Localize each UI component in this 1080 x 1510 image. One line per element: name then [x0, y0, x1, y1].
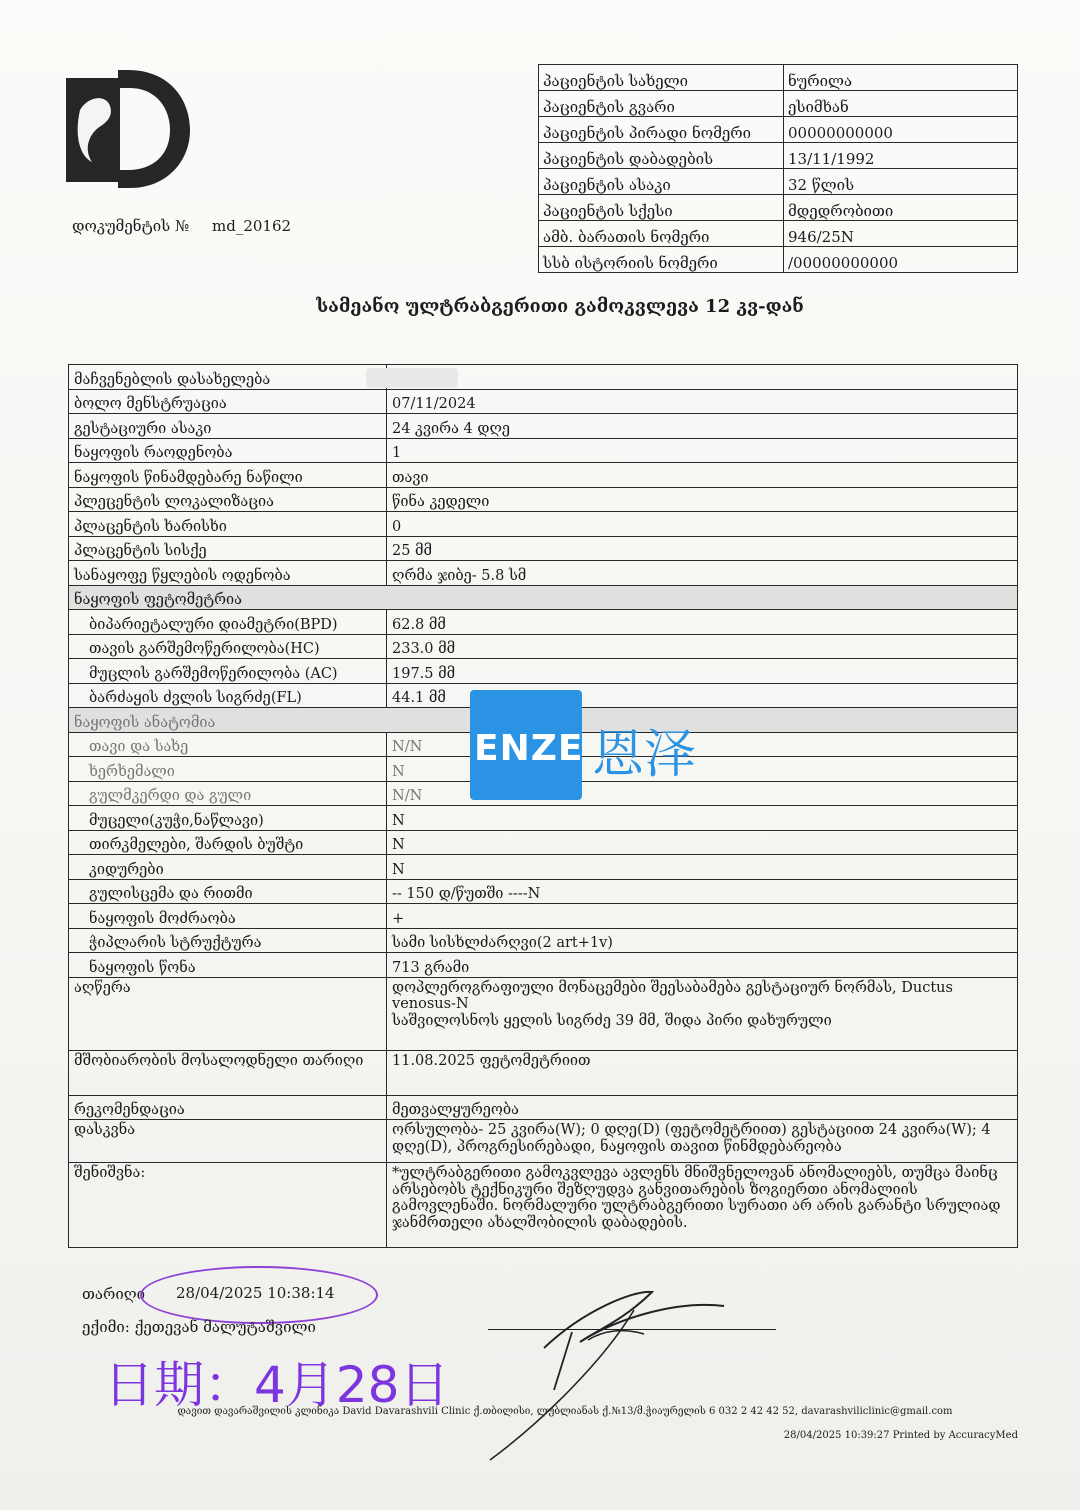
- measurement-value: თავი: [387, 463, 1018, 488]
- table-row: [69, 904, 1018, 929]
- patient-row: [539, 91, 1018, 117]
- measurement-value: 07/11/2024: [387, 389, 1018, 414]
- patient-label: პაციენტის გვარი: [539, 91, 784, 117]
- anatomy-label: კიდურები: [69, 855, 387, 880]
- measurement-value: ღრმა ჯიბე- 5.8 სმ: [387, 561, 1018, 586]
- table-row: [69, 512, 1018, 537]
- patient-value: 32 წლის: [784, 169, 1018, 195]
- table-row: [69, 928, 1018, 953]
- anatomy-value: -- 150 დ/წუთში ----N: [387, 879, 1018, 904]
- patient-label: სსბ ისტორიის ნომერი: [539, 247, 784, 273]
- measurement-value: 24 კვირა 4 დღე: [387, 414, 1018, 439]
- patient-value: ნურილა: [784, 65, 1018, 91]
- date-value: 28/04/2025 10:38:14: [176, 1284, 335, 1302]
- recommendation-value: მეთვალყურეობა: [387, 1095, 1018, 1120]
- table-row: [69, 830, 1018, 855]
- patient-label: ამბ. ბარათის ნომერი: [539, 221, 784, 247]
- note-label: შენიშვნა:: [69, 1163, 387, 1248]
- patient-value: 13/11/1992: [784, 143, 1018, 169]
- anatomy-label: მუცელი(კუჭი,ნაწლავი): [69, 806, 387, 831]
- conclusion-value: ორსულობა- 25 კვირა(W); 0 დღე(D) (ფეტომეტრიით) გესტაციით 24 კვირა(W); 4 დღე(D), პროგრესირებადი, ნაყოფის თავით წინმდებარეობა: [387, 1120, 1018, 1163]
- fetometry-label: მუცლის გარშემოწერილობა (AC): [69, 659, 387, 684]
- fetometry-label: თავის გარშემოწერილობა(HC): [69, 634, 387, 659]
- table-row: [69, 806, 1018, 831]
- patient-value: 00000000000: [784, 117, 1018, 143]
- description-value: [387, 977, 1018, 1050]
- note-value: *ულტრაბგერითი გამოკვლევა ავლენს მნიშვნელოვან ანომალიებს, თუმცა მაინც არსებობს ტექნიკური შეზღუდვა განვითარების ზოგიერთი ანომალიის გამოვლენაში. ნორმალური ულტრაბგერითი სურათი არ არის გარანტი სრულიად ჯანმრთელი ახალშობილის დაბადების.: [387, 1163, 1018, 1248]
- description-line-1: დოპლეროგრაფიული მონაცემები შეესაბამება გესტაციურ ნორმას, Ductus venosus-N: [392, 979, 953, 1013]
- anatomy-header: ნაყოფის ანატომია: [69, 708, 1018, 733]
- anatomy-label: ნაყოფის მოძრაობა: [69, 904, 387, 929]
- signature-icon: [484, 1270, 744, 1470]
- patient-label: პაციენტის სქესი: [539, 195, 784, 221]
- patient-value: ესიმხან: [784, 91, 1018, 117]
- patient-label: პაციენტის პირადი ნომერი: [539, 117, 784, 143]
- table-row: [69, 536, 1018, 561]
- doctor-name: ექიმი: ქეთევან მალუტაშვილი: [82, 1318, 316, 1336]
- patient-row: [539, 143, 1018, 169]
- description-row: [69, 977, 1018, 1050]
- measurement-label: ნაყოფის წინამდებარე ნაწილი: [69, 463, 387, 488]
- table-row: [69, 414, 1018, 439]
- indicator-name-value: [387, 365, 1018, 390]
- anatomy-label: გულისცემა და რითმი: [69, 879, 387, 904]
- fetometry-label: ბარძაყის ძვლის სიგრძე(FL): [69, 683, 387, 708]
- patient-row: [539, 221, 1018, 247]
- measurement-value: 1: [387, 438, 1018, 463]
- due-date-value: 11.08.2025 ფეტომეტრიით: [387, 1050, 1018, 1095]
- table-row: [69, 463, 1018, 488]
- measurement-label: სანაყოფე წყლების ოდენობა: [69, 561, 387, 586]
- patient-value: 946/25N: [784, 221, 1018, 247]
- date-annotation: 日期：4月28日: [104, 1356, 450, 1414]
- anatomy-label: ჭიპლარის სტრუქტურა: [69, 928, 387, 953]
- conclusion-row: [69, 1120, 1018, 1163]
- date-highlight-circle: [140, 1266, 378, 1324]
- table-row: [69, 659, 1018, 684]
- patient-value: მდედრობითი: [784, 195, 1018, 221]
- table-row: [69, 438, 1018, 463]
- fetometry-value: 62.8 მმ: [387, 610, 1018, 635]
- document-number: [72, 217, 291, 235]
- table-row: [69, 879, 1018, 904]
- fetometry-header: ნაყოფის ფეტომეტრია: [69, 585, 1018, 610]
- patient-row: [539, 247, 1018, 273]
- anatomy-label: გულმკერდი და გული: [69, 781, 387, 806]
- table-row: [69, 487, 1018, 512]
- anatomy-value: N: [387, 757, 1018, 782]
- anatomy-value: N: [387, 830, 1018, 855]
- anatomy-value: +: [387, 904, 1018, 929]
- measurement-label: გესტაციური ასაკი: [69, 414, 387, 439]
- measurement-label: პლაცენტის სისქე: [69, 536, 387, 561]
- anatomy-label: თავი და სახე: [69, 732, 387, 757]
- measurement-label: პლეცენტის ლოკალიზაცია: [69, 487, 387, 512]
- table-row: [69, 561, 1018, 586]
- patient-label: პაციენტის დაბადების: [539, 143, 784, 169]
- clinic-logo-icon: [58, 66, 192, 192]
- table-row: [69, 610, 1018, 635]
- table-row: [69, 389, 1018, 414]
- anatomy-label: თირკმელები, შარდის ბუშტი: [69, 830, 387, 855]
- anatomy-value: სამი სისხლძარღვი(2 art+1v): [387, 928, 1018, 953]
- measurements-table: [68, 364, 1018, 1248]
- conclusion-label: დასკვნა: [69, 1120, 387, 1163]
- redacted-area: [366, 368, 458, 388]
- anatomy-label: ხერხემალი: [69, 757, 387, 782]
- measurement-label: ნაყოფის რაოდენობა: [69, 438, 387, 463]
- measurement-value: წინა კედელი: [387, 487, 1018, 512]
- patient-row: [539, 169, 1018, 195]
- patient-info-table: [538, 64, 1018, 273]
- anatomy-value: N: [387, 855, 1018, 880]
- fetometry-value: 233.0 მმ: [387, 634, 1018, 659]
- table-row: [69, 855, 1018, 880]
- patient-value: /00000000000: [784, 247, 1018, 273]
- fetometry-section-header: [69, 585, 1018, 610]
- recommendation-label: რეკომენდაცია: [69, 1095, 387, 1120]
- table-row: [69, 634, 1018, 659]
- document-title: სამეანო ულტრაბგერითი გამოკვლევა 12 კვ-დან: [316, 296, 804, 317]
- patient-row: [539, 195, 1018, 221]
- document-number-value: md_20162: [212, 217, 292, 235]
- fetometry-value: 44.1 მმ: [387, 683, 1018, 708]
- watermark: [470, 690, 720, 800]
- indicator-name-label: მაჩვენებლის დასახელება: [69, 365, 387, 390]
- date-label: თარიღი: [82, 1285, 146, 1303]
- anatomy-value: N: [387, 806, 1018, 831]
- patient-row: [539, 117, 1018, 143]
- clinic-footer: დავით დავარაშვილის კლინიკა David Davarashvili Clinic ქ.თბილისი, ლუბლიანას ქ.№13/მ.ჭიაურელის 6 032 2 42 42 52, davarashviliclinic@gmail.com: [177, 1406, 953, 1417]
- patient-label: პაციენტის სახელი: [539, 65, 784, 91]
- patient-row: [539, 65, 1018, 91]
- measurement-label: პლაცენტის ხარისხი: [69, 512, 387, 537]
- patient-label: პაციენტის ასაკი: [539, 169, 784, 195]
- anatomy-value: N/N: [387, 781, 1018, 806]
- due-date-row: [69, 1050, 1018, 1095]
- anatomy-value: 713 გრამი: [387, 953, 1018, 978]
- watermark-text-cn: 恩泽: [592, 725, 697, 785]
- measurement-value: 0: [387, 512, 1018, 537]
- anatomy-label: ნაყოფის წონა: [69, 953, 387, 978]
- measurement-value: 25 მმ: [387, 536, 1018, 561]
- note-row: [69, 1163, 1018, 1248]
- table-row: [69, 365, 1018, 390]
- fetometry-value: 197.5 მმ: [387, 659, 1018, 684]
- table-row: [69, 953, 1018, 978]
- printed-info: 28/04/2025 10:39:27 Printed by AccuracyMed: [783, 1430, 1018, 1441]
- description-line-2: საშვილოსნოს ყელის სიგრძე 39 მმ, შიდა პირი დახურული: [392, 1012, 832, 1029]
- recommendation-row: [69, 1095, 1018, 1120]
- watermark-text-en: ENZE: [474, 728, 584, 769]
- measurement-label: ბოლო მენსტრუაცია: [69, 389, 387, 414]
- anatomy-value: N/N: [387, 732, 1018, 757]
- due-date-label: მშობიარობის მოსალოდნელი თარიღი: [69, 1050, 387, 1095]
- description-label: აღწერა: [69, 977, 387, 1050]
- fetometry-label: ბიპარიეტალური დიამეტრი(BPD): [69, 610, 387, 635]
- document-number-label: დოკუმენტის №: [72, 217, 190, 235]
